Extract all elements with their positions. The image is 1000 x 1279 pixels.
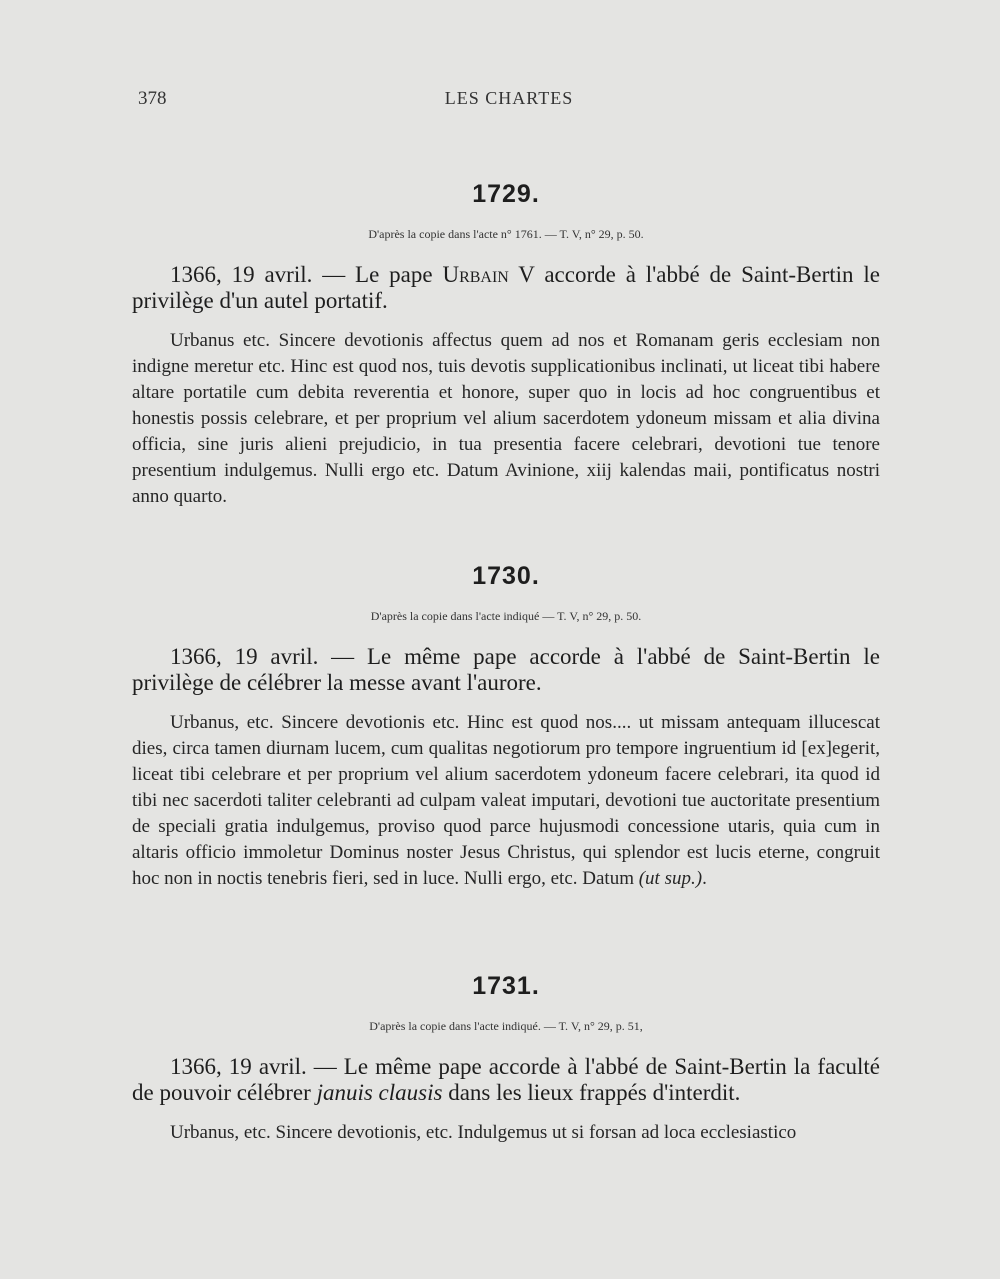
charter-entry-1729: [132, 180, 880, 510]
entry-number: 1729.: [472, 180, 540, 208]
entry-summary: 1366, 19 avril. — Le même pape accorde à l'abbé de Saint-Bertin le privilège de célébrer la messe avant l'aurore.: [132, 644, 880, 695]
summary-text: 1366, 19 avril. — Le même pape accorde à l'abbé de Saint-Bertin la faculté de pouvoir célébrer: [132, 1054, 880, 1105]
entry-number: 1731.: [472, 972, 540, 1000]
summary-text-end: V accorde à l'abbé de Saint-Bertin le privilège d'un autel portatif.: [132, 262, 880, 313]
source-note: D'après la copie dans l'acte n° 1761. — T. V, n° 29, p. 50.: [368, 227, 644, 241]
charter-entry-1730: [132, 562, 880, 892]
running-head: [138, 88, 880, 112]
entry-summary: [132, 262, 880, 314]
entry-summary: [132, 1054, 880, 1106]
charter-text: [132, 710, 880, 892]
charter-text-end: .: [702, 868, 707, 889]
summary-text: 1366, 19 avril. — Le pape: [170, 262, 443, 287]
charter-entry-1731: [132, 972, 880, 1146]
charter-text: Urbanus, etc. Sincere devotionis, etc. Indulgemus ut si forsan ad loca ecclesiastico: [170, 1122, 797, 1143]
running-title: LES CHARTES: [444, 88, 574, 108]
charter-text: Urbanus etc. Sincere devotionis affectus quem ad nos et Romanam geris ecclesiam non indigne meretur etc. Hinc est quod nos, tuis devotis supplicationibus inclinati, ut liceat tibi habere altare portatile cum debita reverentia et honore, super quo in locis ad hoc congruentibus et honestis possis celebrare, et per proprium vel alium sacerdotem ydoneum missam et alia divina officia, sine juris alieni prejudicio, in tua presentia facere celebrari, devotioni tue tenore presentium indulgemus. Nulli ergo etc. Datum Avinione, xiij kalendas maii, pontificatus nostri anno quarto.: [132, 330, 880, 507]
source-note: D'après la copie dans l'acte indiqué. — T. V, n° 29, p. 51,: [369, 1019, 643, 1033]
summary-text-end: dans les lieux frappés d'interdit.: [442, 1080, 741, 1105]
summary-italic: januis clausis: [316, 1080, 443, 1105]
source-note: D'après la copie dans l'acte indiqué — T. V, n° 29, p. 50.: [370, 609, 642, 623]
charter-text-italic: (ut sup.): [638, 868, 703, 889]
entry-number: 1730.: [472, 562, 540, 590]
charter-text-main: Urbanus, etc. Sincere devotionis etc. Hinc est quod nos.... ut missam antequam illucescat dies, circa tamen diurnam lucem, cum qualitas negotiorum pro tempore ingruentium id [ex]egerit, liceat tibi celebrare et per proprium vel alium sacerdotem ydoneum facere celebrari, ita quod id tibi nec sacerdoti taliter celebranti ad culpam valeat imputari, devotioni tue auctoritate presentium de speciali gratia indulgemus, proviso quod parce hujusmodi concessione utaris, quia cum in altaris officio immoletur Dominus noster Jesus Christus, qui splendor est lucis eterne, congruit hoc non in noctis tenebris fieri, sed in luce. Nulli ergo, etc. Datum: [132, 712, 880, 889]
page-number: 378: [138, 88, 167, 109]
pope-name: Urbain: [442, 262, 509, 287]
